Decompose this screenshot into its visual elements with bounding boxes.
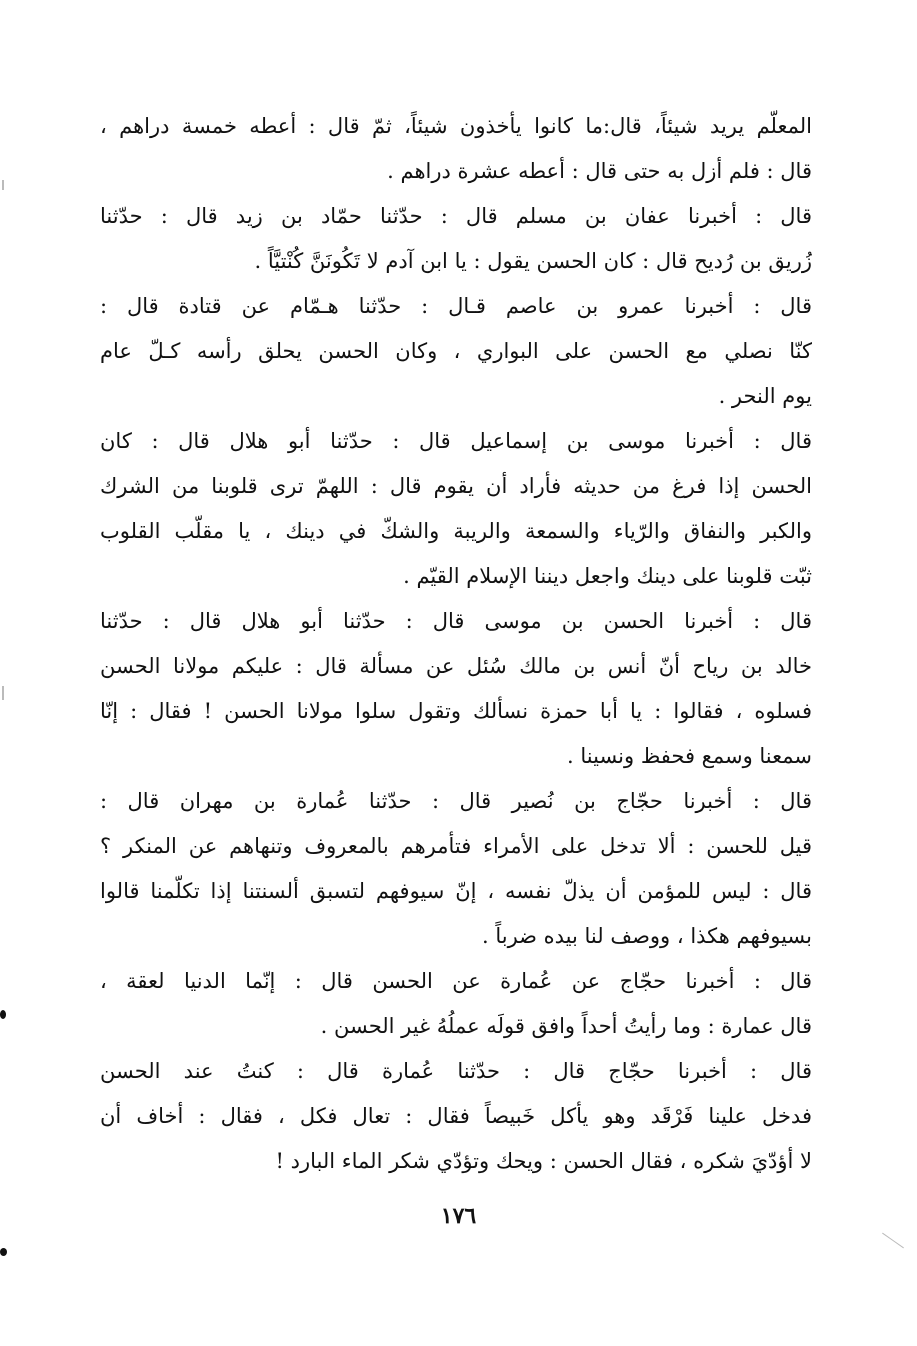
text-line: قال : أخبرنا حجّاج عن عُمارة عن الحسن قال : إنّما الدنيا لعقة ،	[100, 969, 812, 993]
text-line: المعلّم يريد شيئاً، قال:ما كانوا يأخذون شيئاً، ثمّ قال : أعطه خمسة دراهم ،	[100, 114, 812, 138]
text-line: قيل للحسن : ألا تدخل على الأمراء فتأمرهم بالمعروف وتنهاهم عن المنكر ؟	[100, 834, 812, 858]
text-line: قال : أخبرنا حجّاج قال : حدّثنا عُمارة قال : كنتُ عند الحسن	[100, 1059, 812, 1083]
scan-speck	[2, 180, 4, 190]
text-line: قال عمارة : وما رأيتُ أحداً وافق قولَه عملُهُ غير الحسن .	[320, 1014, 812, 1038]
text-line: بسيوفهم هكذا ، ووصف لنا بيده ضرباً .	[481, 924, 812, 948]
text-line: زُريق بن رُديح قال : كان الحسن يقول : يا ابن آدم لا تَكُونَنَّ كُنْتيَّاً .	[254, 249, 812, 273]
text-line: قال : ليس للمؤمن أن يذلّ نفسه ، إنّ سيوفهم لتسبق ألسنتنا إذا تكلّمنا قالوا	[100, 879, 812, 903]
page-number: ١٧٦	[440, 1203, 477, 1229]
text-line: لا أؤدّيَ شكره ، فقال الحسن : ويحك وتؤدّي شكر الماء البارد !	[275, 1149, 812, 1173]
text-line: ثبّت قلوبنا على دينك واجعل ديننا الإسلام القيّم .	[403, 564, 812, 588]
text-line: سمعنا وسمع فحفظ ونسينا .	[567, 744, 812, 768]
text-line: قال : أخبرنا عمرو بن عاصم قـال : حدّثنا هـمّام عن قتادة قال :	[100, 294, 812, 318]
text-line: والكبر والنفاق والرّياء والسمعة والريبة والشكّ في دينك ، يا مقلّب القلوب	[100, 519, 812, 543]
scan-speck	[882, 1233, 904, 1249]
text-line: يوم النحر .	[718, 384, 812, 408]
scan-speck	[2, 686, 4, 700]
text-line: فدخل علينا فَرْقَد وهو يأكل خَبيصاً فقال : تعال فكل ، فقال : أخاف أن	[100, 1104, 812, 1128]
scan-edge-mark	[0, 1248, 7, 1256]
text-line: الحسن إذا فرغ من حديثه فأراد أن يقوم قال : اللهمّ ترى قلوبنا من الشرك	[100, 474, 812, 498]
text-line: قال : أخبرنا عفان بن مسلم قال : حدّثنا حمّاد بن زيد قال : حدّثنا	[100, 204, 812, 228]
text-line: قال : فلم أزل به حتى قال : أعطه عشرة دراهم .	[387, 159, 812, 183]
page-body-text	[100, 104, 812, 1184]
text-line: فسلوه ، فقالوا : يا أبا حمزة نسألك وتقول سلوا مولانا الحسن ! فقال : إنّا	[100, 699, 812, 723]
text-line: قال : أخبرنا موسى بن إسماعيل قال : حدّثنا أبو هلال قال : كان	[100, 429, 812, 453]
text-line: خالد بن رياح أنّ أنس بن مالك سُئل عن مسألة قال : عليكم مولانا الحسن	[100, 654, 812, 678]
text-line: قال : أخبرنا حجّاج بن نُصير قال : حدّثنا عُمارة بن مهران قال :	[100, 789, 812, 813]
scan-edge-mark	[0, 1010, 6, 1019]
text-line: قال : أخبرنا الحسن بن موسى قال : حدّثنا أبو هلال قال : حدّثنا	[100, 609, 812, 633]
text-line: كنّا نصلي مع الحسن على البواري ، وكان الحسن يحلق رأسه كـلّ عام	[100, 339, 812, 363]
